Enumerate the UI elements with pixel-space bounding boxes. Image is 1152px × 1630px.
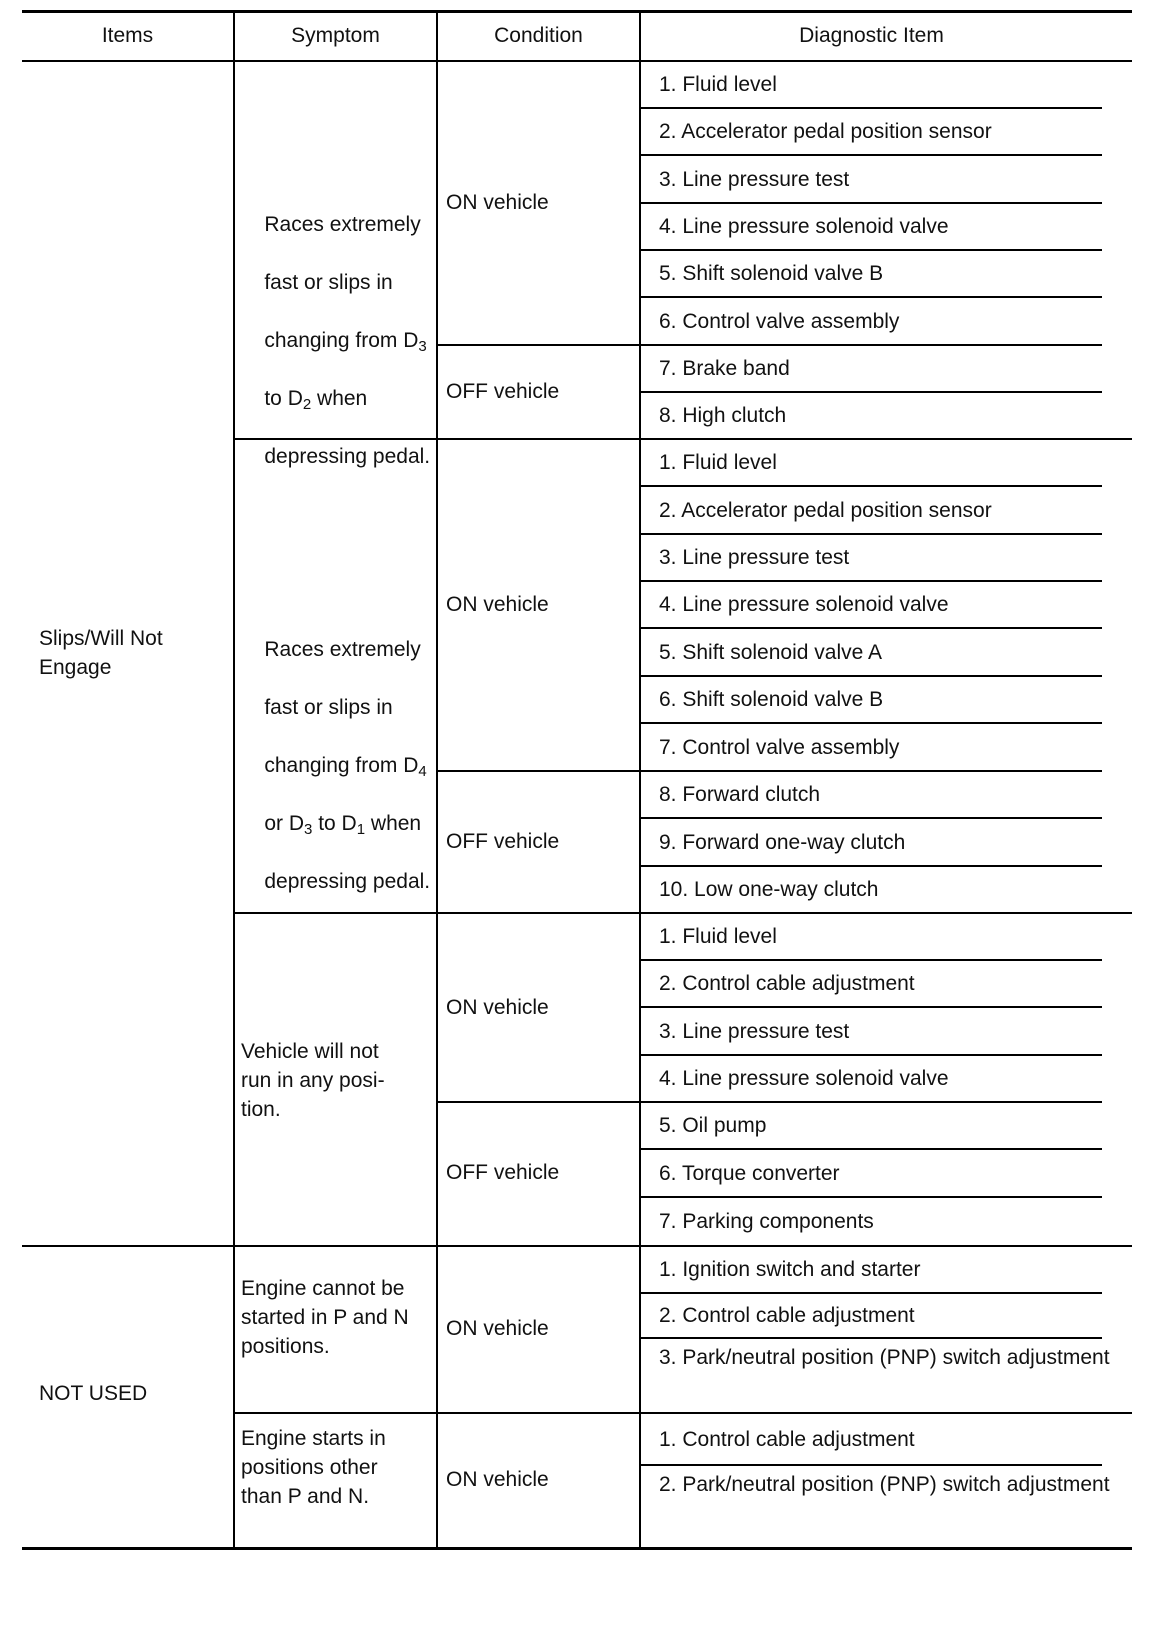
condition-label: OFF vehicle: [446, 380, 560, 403]
diagnostic-item: 2. Control cable adjustment: [659, 972, 915, 995]
diagnostic-item: 3. Park/neutral position (PNP) switch adjustment: [659, 1346, 1110, 1369]
header-condition: Condition: [494, 24, 583, 47]
item-label: NOT USED: [39, 1382, 148, 1405]
diagnostic-item: 6. Torque converter: [659, 1161, 840, 1185]
table-bottom-border: [22, 1547, 1132, 1550]
condition-label: ON vehicle: [446, 191, 549, 214]
header-items: Items: [101, 24, 154, 47]
condition-label: ON vehicle: [446, 996, 549, 1019]
condition-label: ON vehicle: [446, 1468, 549, 1491]
item-label: Slips/Will Not Engage: [39, 627, 163, 679]
diagnostic-item: 1. Ignition switch and starter: [659, 1258, 921, 1281]
condition-label: OFF vehicle: [446, 1161, 560, 1184]
diagnostic-item: 6. Control valve assembly: [659, 309, 900, 333]
col-line-3: [639, 10, 641, 1550]
diagnostic-item: 8. Forward clutch: [659, 783, 821, 806]
diagnostic-item: 7. Control valve assembly: [659, 735, 900, 759]
diagnostic-item: 1. Fluid level: [659, 925, 777, 948]
diagnostic-item: 4. Line pressure solenoid valve: [659, 1067, 949, 1090]
diagnostic-item: 4. Line pressure solenoid valve: [659, 215, 949, 238]
diagnostic-item: 6. Shift solenoid valve B: [659, 688, 884, 711]
diagnostic-item: 2. Control cable adjustment: [659, 1304, 915, 1327]
diagnostic-item: 3. Line pressure test: [659, 167, 850, 191]
symptom-text: Races extremely fast or slips in changing from $D_3$ to $D_2$ when depressing pedal.: [264, 213, 431, 468]
col-line-1: [233, 10, 235, 1550]
condition-label: ON vehicle: [446, 593, 549, 616]
diagnostic-item: 2. Park/neutral position (PNP) switch adjustment: [659, 1473, 1110, 1496]
diagnostic-item: 5. Shift solenoid valve A: [659, 640, 882, 664]
header-diagnostic-item: Diagnostic Item: [799, 24, 944, 47]
diagnostic-item: 3. Line pressure test: [659, 1019, 850, 1043]
diagnostic-item: 1. Fluid level: [659, 73, 777, 96]
diagnostic-item: 1. Control cable adjustment: [659, 1427, 915, 1451]
diagnostic-table: [22, 10, 1132, 1618]
header-symptom: Symptom: [291, 24, 380, 47]
condition-label: OFF vehicle: [446, 830, 560, 853]
symptom-text: Engine starts in positions other than P and N.: [241, 1427, 386, 1508]
diagnostic-item: 3. Line pressure test: [659, 546, 850, 569]
diagnostic-item: 10. Low one-way clutch: [659, 878, 879, 901]
symptom-text: Engine cannot be started in P and N positions.: [241, 1277, 409, 1358]
diagnostic-item: 2. Accelerator pedal position sensor: [659, 498, 992, 522]
symptom-text: Vehicle will not run in any posi- tion.: [241, 1040, 385, 1121]
diagnostic-item: 4. Line pressure solenoid valve: [659, 593, 949, 616]
diagnostic-item: 5. Oil pump: [659, 1114, 767, 1137]
diagnostic-item: 7. Brake band: [659, 357, 790, 380]
condition-label: ON vehicle: [446, 1317, 549, 1340]
diagnostic-item: 1. Fluid level: [659, 451, 777, 474]
diagnostic-item: 9. Forward one-way clutch: [659, 830, 906, 854]
diagnostic-item: 5. Shift solenoid valve B: [659, 262, 884, 285]
diagnostic-item: 7. Parking components: [659, 1210, 874, 1233]
symptom-text: Races extremely fast or slips in changing from $D_4$ or $D_3$ to $D_1$ when depressing pedal.: [264, 638, 431, 893]
col-line-2: [436, 10, 438, 1550]
diagnostic-item: 8. High clutch: [659, 404, 787, 427]
diagnostic-item: 2. Accelerator pedal position sensor: [659, 120, 992, 143]
